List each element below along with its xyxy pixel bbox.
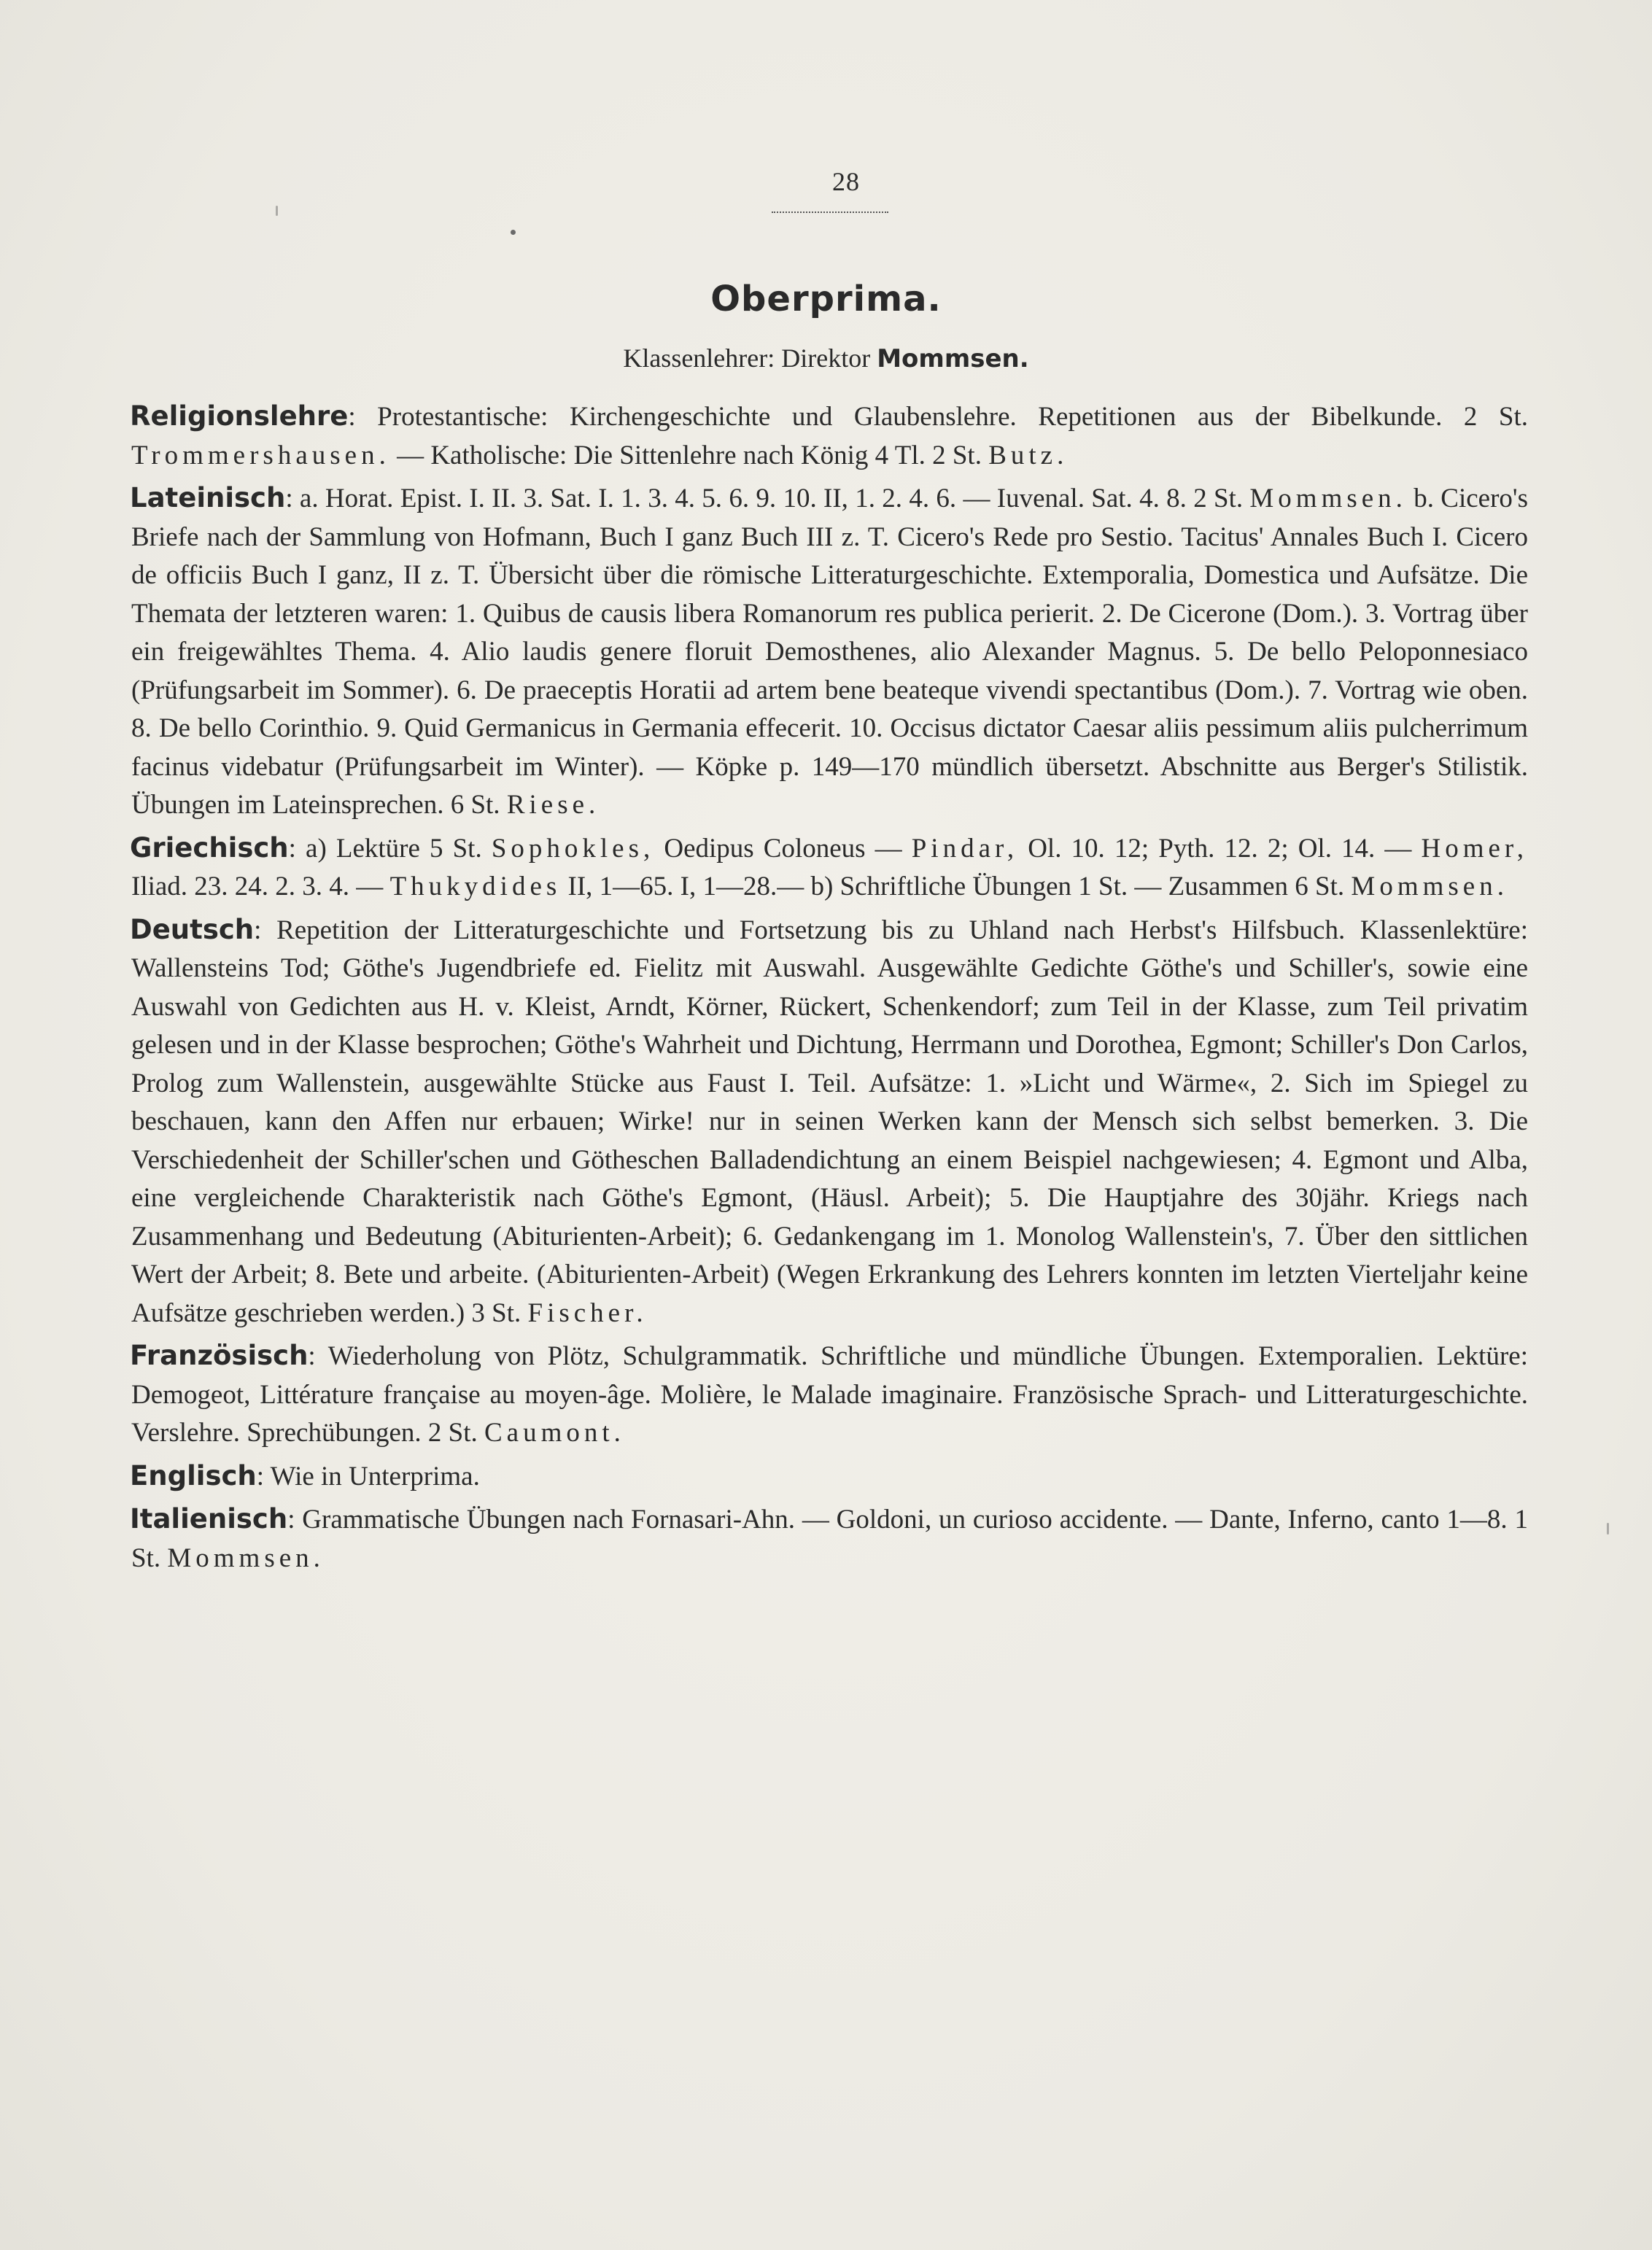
- section-heading: Griechisch: [130, 831, 289, 864]
- page-number-rule: [772, 207, 888, 213]
- section-text: : a) Lektüre 5 St.: [288, 833, 492, 864]
- paper-speck: [511, 230, 516, 235]
- author-name: Homer,: [1421, 833, 1528, 864]
- section-franzoesisch: [131, 1337, 1528, 1453]
- section-heading: Französisch: [130, 1340, 309, 1371]
- page-title: Oberprima.: [710, 279, 942, 319]
- section-text: — Katholische: Die Sittenlehre nach König 4 Tl. 2 St.: [389, 440, 989, 470]
- section-text: Iliad. 23. 24. 2. 3. 4. —: [131, 872, 390, 901]
- section-text: : Protestantische: Kirchengeschichte und Glaubenslehre. Repetitionen aus der Bibelkunde. 2 St.: [348, 402, 1528, 432]
- section-latein: [131, 479, 1528, 825]
- section-heading: Religionslehre: [130, 400, 349, 432]
- section-deutsch: [131, 911, 1528, 1333]
- class-teacher-label: Klassenlehrer: Direktor: [623, 344, 871, 373]
- author-name: Pindar,: [911, 833, 1019, 864]
- teacher-name: Mommsen.: [1249, 484, 1407, 513]
- section-text: Oedipus Coloneus —: [654, 833, 912, 864]
- curriculum-body: [131, 397, 1528, 1578]
- class-teacher-name: Mommsen.: [877, 344, 1029, 373]
- teacher-name: Trommershausen.: [131, 440, 390, 470]
- author-name: Sophokles,: [491, 833, 655, 864]
- teacher-name: Riese.: [506, 790, 600, 820]
- paper-speck: [276, 206, 278, 216]
- teacher-name: Butz.: [988, 440, 1069, 470]
- teacher-name: Caumont.: [484, 1418, 625, 1448]
- section-heading: Italienisch: [130, 1503, 288, 1535]
- section-heading: Lateinisch: [130, 482, 286, 513]
- section-text: Ol. 10. 12; Pyth. 12. 2; Ol. 14. —: [1018, 833, 1422, 864]
- section-text: II, 1—65. I, 1—28.— b) Schriftliche Übungen 1 St. — Zusammen 6 St.: [561, 872, 1352, 901]
- page-number: 28: [832, 167, 860, 196]
- section-text: b. Cicero's Briefe nach der Sammlung von Hofmann, Buch I ganz Buch III z. T. Cicero's Rede pro Sestio. Tacitus' Annales Buch I. Cicero de officiis Buch I ganz, II z. T. Übersicht über die römische Litteraturgeschichte. Extemporalia, Domestica und Aufsätze. Die Themata der letzteren waren: 1. Quibus de causis libera Romanorum res publica perierit. 2. De Cicerone (Dom.). 3. Vortrag über ein freigewähltes Thema. 4. Alio laudis genere floruit Demosthenes, alio Alexander Magnus. 5. De bello Peloponnesiaco (Prüfungsarbeit im Sommer). 6. De praeceptis Horatii ad artem bene beateque vivendi spectantibus (Dom.). 7. Vortrag wie oben. 8. De bello Corinthio. 9. Quid Germanicus in Germania effecerit. 10. Occisus dictator Caesar aliis pessimum aliis pulcherrimum facinus videbatur (Prüfungsarbeit im Winter). — Köpke p. 149—170 mündlich übersetzt. Abschnitte aus Berger's Stilistik. Übungen im Lateinsprechen. 6 St.: [131, 484, 1528, 820]
- section-text: : a. Horat. Epist. I. II. 3. Sat. I. 1. 3. 4. 5. 6. 9. 10. II, 1. 2. 4. 6. — Iuvenal. Sat. 4. 8. 2 St.: [285, 484, 1250, 513]
- class-teacher-line: [0, 343, 1652, 373]
- teacher-name: Fischer.: [527, 1297, 648, 1328]
- section-text: : Repetition der Litteraturgeschichte und Fortsetzung bis zu Uhland nach Herbst's Hilfsbuch. Klassenlektüre: Wallensteins Tod; Göthe's Jugendbriefe ed. Fielitz mit Auswahl. Ausgewählte Gedichte Göthe's und Schiller's, sowie eine Auswahl von Gedichten aus H. v. Kleist, Arndt, Körner, Rückert, Schenkendorf; zum Teil in der Klasse, zum Teil privatim gelesen und in der Klasse besprochen; Göthe's Wahrheit und Dichtung, Herrmann und Dorothea, Egmont; Schiller's Don Carlos, Prolog zum Wallenstein, ausgewählte Stücke aus Faust I. Teil. Aufsätze: 1. »Licht und Wärme«, 2. Sich im Spiegel zu beschauen, kann den Affen nur erbauen; Wirke! nur in seinen Werken kann der Mensch sich selbst bemerken. 3. Die Verschiedenheit der Schiller'schen und Götheschen Balladendichtung an einem Beispiel nachgewiesen; 4. Egmont und Alba, eine vergleichende Charakteristik nach Göthe's Egmont, (Häusl. Arbeit); 5. Die Hauptjahre des 30jähr. Kriegs nach Zusammenhang und Bedeutung (Abiturienten-Arbeit); 6. Gedankengang im 1. Monolog Wallenstein's, 7. Über den sittlichen Wert der Arbeit; 8. Bete und arbeite. (Abiturienten-Arbeit) (Wegen Erkrankung des Lehrers konnten im letzten Vierteljahr keine Aufsätze geschrieben werden.) 3 St.: [131, 915, 1528, 1328]
- section-text: : Wiederholung von Plötz, Schulgrammatik. Schriftliche und mündliche Übungen. Extemporalien. Lektüre: Demogeot, Littérature française au moyen-âge. Molière, le Malade imaginaire. Französische Sprach- und Litteraturgeschichte. Verslehre. Sprechübungen. 2 St.: [131, 1341, 1528, 1448]
- section-heading: Englisch: [130, 1459, 257, 1491]
- section-griechisch: [131, 829, 1528, 907]
- teacher-name: Mommsen.: [1351, 872, 1508, 901]
- author-name: Thukydides: [389, 872, 562, 901]
- section-text: : Wie in Unterprima.: [256, 1461, 480, 1491]
- teacher-name: Mommsen.: [167, 1543, 325, 1573]
- section-italienisch: [131, 1500, 1528, 1578]
- section-englisch: [131, 1457, 1528, 1497]
- section-text: : Grammatische Übungen nach Fornasari-Ahn. — Goldoni, un curioso accidente. — Dante, Inferno, canto 1—8. 1 St.: [131, 1505, 1528, 1573]
- paper-speck: [1607, 1523, 1609, 1535]
- section-heading: Deutsch: [130, 913, 255, 945]
- section-religion: [131, 397, 1528, 475]
